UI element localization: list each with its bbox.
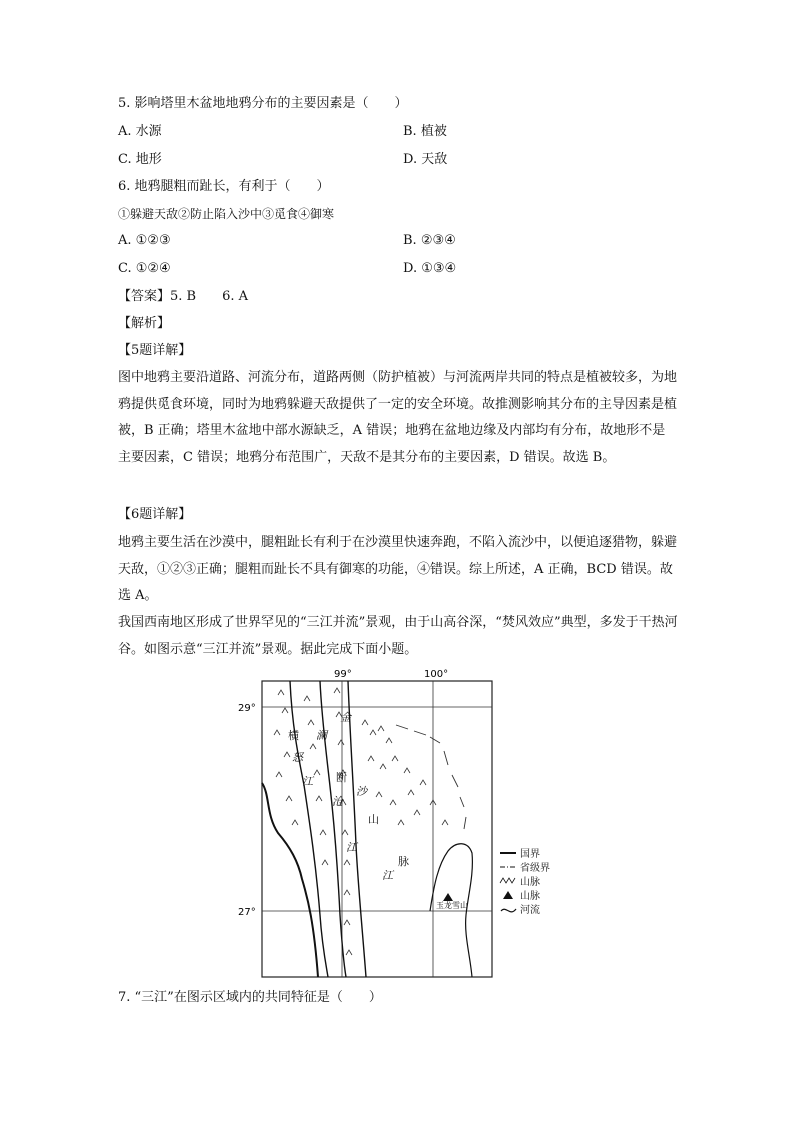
label-mai: 脉 — [398, 855, 409, 868]
q6-items: ①躲避天敌②防止陷入沙中③觅食④御寒 — [118, 207, 335, 221]
label-jinsha-jiang: 江 — [382, 869, 393, 882]
answer-line — [118, 289, 248, 305]
intro-paragraph: 我国西南地区形成了世界罕见的“三江并流”景观，由于山高谷深，“焚风效应”典型，多发于干热河谷。如图示意“三江并流”景观。据此完成下面小题。 — [118, 615, 678, 657]
map-frame — [262, 681, 492, 977]
lat-label-27: 27° — [238, 907, 256, 918]
q6-option-d: D. ①③④ — [403, 261, 457, 276]
question-7-stem: 7. “三江”在图示区域内的共同特征是（ ） — [118, 990, 382, 1005]
answer-values: 5. B 6. A — [170, 289, 249, 304]
lat-label-29: 29° — [238, 703, 256, 714]
label-jin: 金 — [340, 711, 351, 724]
label-heng: 横 — [288, 729, 299, 742]
label-shan: 山 — [368, 813, 379, 826]
map-legend — [500, 848, 550, 916]
q6-option-b: B. ②③④ — [403, 233, 456, 248]
q5-option-c: C. 地形 — [118, 152, 162, 167]
legend-river-icon — [501, 909, 516, 912]
legend-mountain-range: 山脉 — [520, 877, 540, 888]
label-lancang-jiang: 江 — [346, 841, 357, 854]
label-sha: 沙 — [356, 785, 367, 798]
map-svg — [238, 665, 550, 980]
national-border — [262, 783, 318, 977]
nu-river — [290, 681, 328, 977]
peak-label: 玉龙雪山 — [436, 901, 468, 910]
q5-option-a: A. 水源 — [118, 124, 162, 139]
legend-national-border: 国界 — [520, 849, 540, 860]
label-duan: 断 — [336, 771, 347, 784]
peak-triangle-icon — [443, 893, 453, 901]
legend-peak: 山脉 — [520, 891, 540, 902]
legend-mountain-range-icon — [500, 878, 515, 883]
label-nu: 怒 — [292, 751, 303, 764]
legend-provincial-border: 省级界 — [520, 863, 550, 874]
q6-option-a: A. ①②③ — [118, 233, 171, 248]
jinsha-river — [348, 681, 366, 977]
provincial-border — [396, 725, 466, 829]
explanation-6-title: 【6题详解】 — [118, 507, 192, 522]
question-6-stem: 6. 地鸦腿粗而趾长，有利于（ ） — [118, 179, 330, 194]
lon-label-100: 100° — [424, 669, 449, 680]
legend-river: 河流 — [520, 905, 540, 916]
label-lan: 澜 — [316, 729, 327, 742]
provincial-border-east — [430, 844, 472, 977]
answer-label: 【答案】 — [118, 289, 171, 304]
explanation-5-title: 【5题详解】 — [118, 343, 192, 358]
label-cang: 沧 — [332, 795, 343, 808]
legend-peak-icon — [503, 891, 513, 899]
explanation-5-text: 图中地鸦主要沿道路、河流分布，道路两侧（防护植被）与河流两岸共同的特点是植被较多，为地鸦提供觅食环境，同时为地鸦躲避天敌提供了一定的安全环境。故推测影响其分布的主导因素是植被，B 正确；塔里木盆地中部水源缺乏，A 错误；地鸦在盆地边缘及内部均有分布，故地形不是主要因素，C 错误；地鸦分布范围广，天敌不是其分布的主要因素，D 错误。故选 B。 — [118, 370, 678, 465]
three-rivers-map — [238, 665, 550, 980]
q5-option-b: B. 植被 — [403, 124, 447, 139]
label-nu-jiang: 江 — [302, 775, 313, 788]
q5-option-d: D. 天敌 — [403, 152, 448, 167]
analysis-label: 【解析】 — [118, 316, 171, 331]
question-5-stem: 5. 影响塔里木盆地地鸦分布的主要因素是（ ） — [118, 96, 408, 111]
explanation-6-text: 地鸦主要生活在沙漠中，腿粗趾长有利于在沙漠里快速奔跑，不陷入流沙中，以便追逐猎物，躲避天敌，①②③正确；腿粗而趾长不具有御寒的功能，④错误。综上所述，A 正确，BCD 错误。故选 A。 — [118, 535, 678, 603]
q6-option-c: C. ①②④ — [118, 261, 171, 276]
lon-label-99: 99° — [334, 669, 352, 680]
